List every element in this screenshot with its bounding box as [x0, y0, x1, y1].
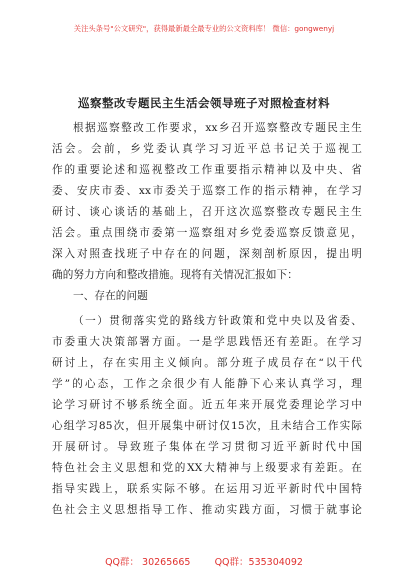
text-line: （一）贯彻落实党的路线方针政策和党中央以及省委、 [73, 315, 362, 327]
issue-paragraph [52, 311, 362, 521]
text-line: 指导实践上，联系实际不够。在运用习近平新时代中国特 [52, 483, 362, 495]
section-heading-text: 一、存在的问题 [73, 290, 148, 302]
text-line: 色社会主义思想指导工作、推动实践方面，习惯于就事论 [52, 504, 362, 516]
text-line: 开展研讨。导致班子集体在学习贯彻习近平新时代中国 [52, 441, 362, 453]
text-line: 心组学习85次，但开展集中研讨仅15次，且未结合工作实际 [52, 420, 362, 432]
text-line: 深入对照查找班子中存在的问题，深刻剖析原因，提出明 [52, 248, 362, 260]
text-line: 学”的心态，工作之余很少有人能静下心来认真学习，理 [52, 378, 362, 390]
footer-qq-groups: QQ群： 30265665 QQ群：535304092 [105, 557, 303, 568]
text-line: 研讨上，存在实用主义倾向。部分班子成员存在“以干代 [52, 357, 362, 369]
section-heading [52, 286, 362, 307]
header-banner: 关注头条号"公文研究"，获得最新最全最专业的公文资料库！ 微信：gongwenyj [73, 24, 335, 33]
text-line: 作的重要论述和巡视整改工作重要指示精神以及中央、省 [52, 164, 362, 176]
text-line: 活会。重点围绕市委第一巡察组对乡党委巡察反馈意见， [52, 227, 362, 239]
text-line: 论学习研讨不够系统全面。近五年来开展党委理论学习中 [52, 399, 362, 411]
text-line: 特色社会主义思想和党的XX大精神与上级要求有差距。在 [52, 462, 362, 474]
intro-paragraph [52, 118, 362, 286]
text-line: 市委重大决策部署方面。一是学思践悟还有差距。在学习 [52, 336, 362, 348]
text-line: 活会。会前，乡党委认真学习习近平总书记关于巡视工 [52, 143, 362, 155]
text-line: 根据巡察整改工作要求，xx乡召开巡察整改专题民主生 [73, 122, 362, 134]
document-title: 巡察整改专题民主生活会领导班子对照检查材料 [78, 96, 330, 110]
text-line: 研讨、谈心谈话的基础上，召开这次巡察整改专题民主生 [52, 206, 362, 218]
text-line: 委、安庆市委、xx市委关于巡察工作的指示精神，在学习 [52, 185, 362, 197]
text-line: 确的努力方向和整改措施。现将有关情况汇报如下： [52, 269, 298, 281]
